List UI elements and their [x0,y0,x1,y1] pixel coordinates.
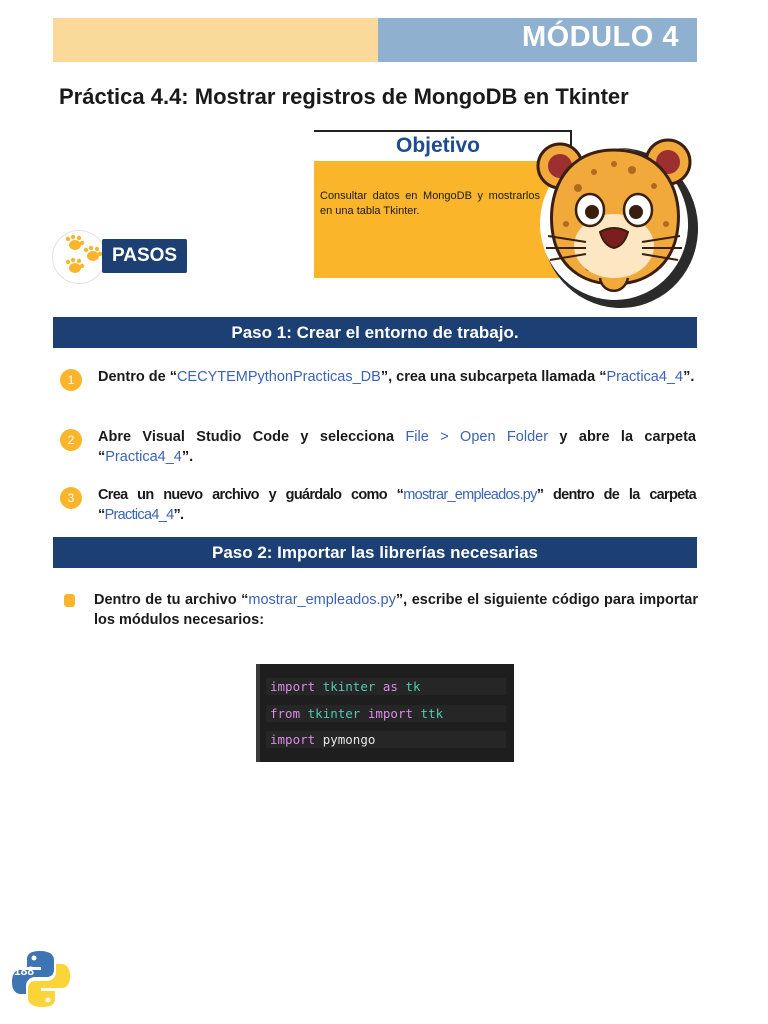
code-token [360,706,368,721]
file-name-link: mostrar_empleados.py [403,487,537,503]
step2-section-bar [53,537,697,568]
step2-section-title: Paso 2: Importar las librerías necesarias [211,543,538,562]
code-token: pymongo [322,732,376,747]
step-text-part: Abre Visual Studio Code y selecciona [98,429,406,445]
step-text [98,485,696,525]
step-number-badge: 2 [60,429,82,451]
objective-heading: Objetivo [396,134,481,157]
paw-prints-icon [52,230,106,284]
step-text-part: Crea un nuevo archivo y guárdalo como “ [98,487,404,503]
folder-name-link: Practica4_4 [105,449,182,465]
bullet-marker-icon [64,594,75,607]
objective-text: Consultar datos en MongoDB y mostrarlos en una tabla Tkinter. [320,190,540,217]
page-title: Práctica 4.4: Mostrar registros de MongoDB en Tkinter [59,84,629,109]
code-line [266,678,506,695]
pasos-label-box [102,239,187,273]
step-text-part: ”. [173,507,184,523]
step-text-part: ”. [683,369,695,385]
code-token: import [270,679,316,694]
code-token: as [382,679,398,694]
bullet-text [94,590,698,630]
step1-section-title: Paso 1: Crear el entorno de trabajo. [231,323,519,342]
module-label: MÓDULO 4 [521,21,679,53]
code-token: tkinter [307,706,361,721]
pasos-badge [52,230,188,286]
code-token [398,679,406,694]
code-line [266,731,506,748]
step-text-part: ”. [181,449,194,465]
header-band-blue [378,18,697,62]
pasos-label: PASOS [112,245,178,266]
python-logo-icon [10,948,72,1010]
bullet-text-part: ”, escribe el siguiente código para importar los módulos necesarios: [94,592,698,628]
code-token [315,732,323,747]
code-token: import [367,706,414,721]
folder-name-link: CECYTEMPythonPracticas_DB [176,369,381,385]
code-token: tkinter [322,679,376,694]
code-token [300,706,308,721]
code-token [413,706,421,721]
code-line [266,705,506,722]
code-token [375,679,383,694]
code-block [256,664,514,762]
step-text-part: ” dentro de la carpeta “ [98,487,696,523]
code-token: import [270,732,316,747]
menu-path-link: File > Open Folder [405,429,549,445]
code-token: tk [405,679,421,694]
code-token: from [270,706,301,721]
bullet-text-part: Dentro de tu archivo “ [94,592,249,608]
file-name-link: mostrar_empleados.py [248,592,396,608]
step-text [98,427,696,467]
folder-name-link: Practica4_4 [104,507,174,523]
code-token: ttk [420,706,444,721]
step-number-badge: 3 [60,487,82,509]
step-number-badge: 1 [60,369,82,391]
code-token [315,679,323,694]
folder-name-link: Practica4_4 [606,369,684,385]
step-text [98,367,696,387]
step1-section-bar [53,317,697,348]
jaguar-mascot-icon [528,128,700,310]
step-text-part: Dentro de “ [98,369,177,385]
page-number: 188 [14,964,35,978]
step-text-part: ”, crea una subcarpeta llamada “ [380,369,607,385]
header-band-yellow [53,18,378,62]
step-text-part: y abre la carpeta “ [98,429,696,465]
